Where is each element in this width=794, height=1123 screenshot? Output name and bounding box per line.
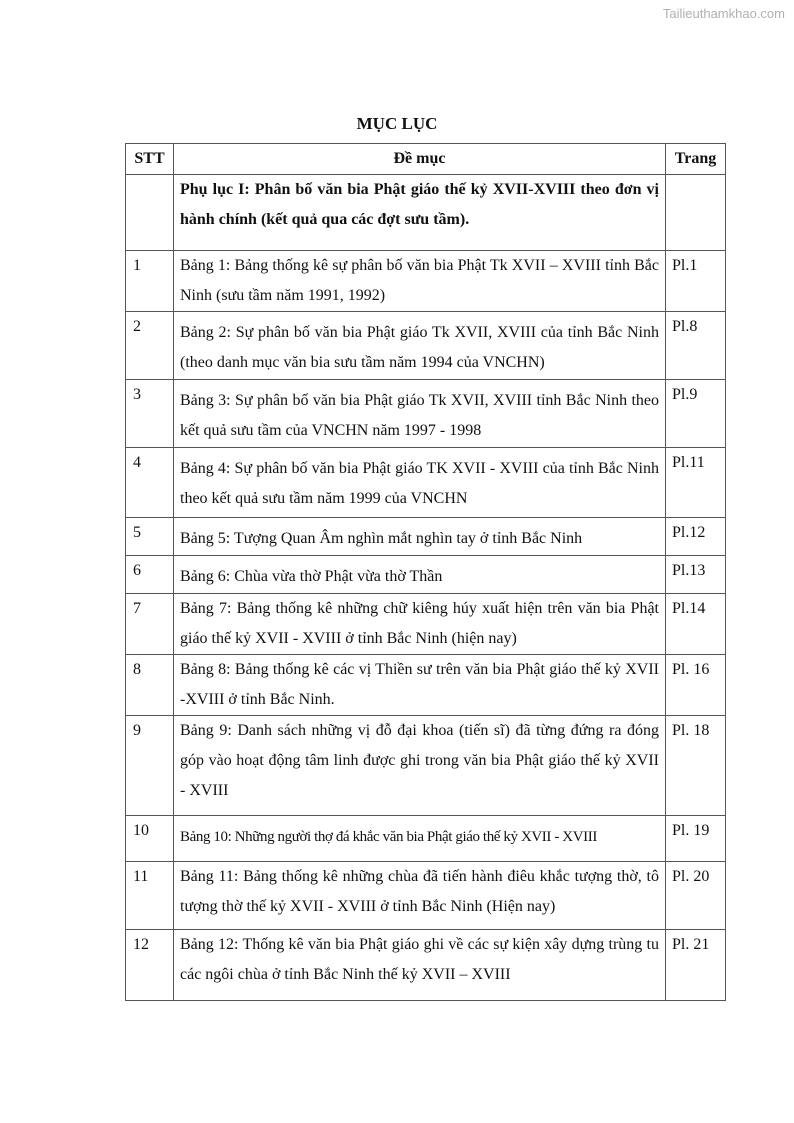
row-number: 2: [126, 312, 174, 380]
row-title: Bảng 4: Sự phân bố văn bia Phật giáo TK XVII - XVIII của tỉnh Bắc Ninh theo kết quả sưu tầm năm 1999 của VNCHN: [174, 448, 666, 518]
table-row: [126, 862, 726, 930]
row-page: Pl. 16: [666, 655, 726, 716]
table-row: [126, 816, 726, 862]
row-number: 9: [126, 716, 174, 816]
row-page: Pl.1: [666, 251, 726, 312]
table-row: [126, 556, 726, 594]
row-number: 4: [126, 448, 174, 518]
row-number: 7: [126, 594, 174, 655]
table-row: [126, 251, 726, 312]
header-trang: Trang: [666, 144, 726, 175]
table-row: [126, 655, 726, 716]
section-title: Phụ lục I: Phân bố văn bia Phật giáo thế kỷ XVII-XVIII theo đơn vị hành chính (kết quả qua các đợt sưu tầm).: [174, 175, 666, 251]
table-header: [126, 144, 726, 175]
row-title: Bảng 6: Chùa vừa thờ Phật vừa thờ Thần: [174, 556, 666, 594]
header-de-muc: Đề mục: [174, 144, 666, 175]
row-number: 11: [126, 862, 174, 930]
toc-table: [125, 143, 726, 1001]
row-number: 8: [126, 655, 174, 716]
row-title: Bảng 3: Sự phân bố văn bia Phật giáo Tk XVII, XVIII tỉnh Bắc Ninh theo kết quả sưu tầm của VNCHN năm 1997 - 1998: [174, 380, 666, 448]
row-title: Bảng 11: Bảng thống kê những chùa đã tiến hành điêu khắc tượng thờ, tô tượng thờ thế kỷ XVII - XVIII ở tỉnh Bắc Ninh (Hiện nay): [174, 862, 666, 930]
row-number: 10: [126, 816, 174, 862]
header-stt: STT: [126, 144, 174, 175]
row-title: Bảng 7: Bảng thống kê những chữ kiêng húy xuất hiện trên văn bia Phật giáo thế kỷ XVII - XVIII ở tỉnh Bắc Ninh (hiện nay): [174, 594, 666, 655]
row-title: Bảng 12: Thống kê văn bia Phật giáo ghi về các sự kiện xây dựng trùng tu các ngôi chùa ở tỉnh Bắc Ninh thế kỷ XVII – XVIII: [174, 930, 666, 1001]
row-page: Pl. 18: [666, 716, 726, 816]
row-page: Pl.13: [666, 556, 726, 594]
row-number: 5: [126, 518, 174, 556]
row-number: 6: [126, 556, 174, 594]
table-row: [126, 448, 726, 518]
row-number: 12: [126, 930, 174, 1001]
table-row: [126, 716, 726, 816]
row-title: Bảng 8: Bảng thống kê các vị Thiền sư trên văn bia Phật giáo thế kỷ XVII -XVIII ở tỉnh Bắc Ninh.: [174, 655, 666, 716]
section-row: [126, 175, 726, 251]
row-page: Pl.11: [666, 448, 726, 518]
row-title: Bảng 10: Những người thợ đá khắc văn bia Phật giáo thế kỷ XVII - XVIII: [174, 816, 666, 862]
row-title: Bảng 9: Danh sách những vị đỗ đại khoa (tiến sĩ) đã từng đứng ra đóng góp vào hoạt động tâm linh được ghi trong văn bia Phật giáo thế kỷ XVII - XVIII: [174, 716, 666, 816]
row-title: Bảng 1: Bảng thống kê sự phân bố văn bia Phật Tk XVII – XVIII tỉnh Bắc Ninh (sưu tầm năm 1991, 1992): [174, 251, 666, 312]
row-number: 1: [126, 251, 174, 312]
row-page: Pl. 21: [666, 930, 726, 1001]
row-title: Bảng 2: Sự phân bố văn bia Phật giáo Tk XVII, XVIII của tỉnh Bắc Ninh (theo danh mục văn bia sưu tầm năm 1994 của VNCHN): [174, 312, 666, 380]
table-row: [126, 518, 726, 556]
row-page: Pl. 20: [666, 862, 726, 930]
table-row: [126, 380, 726, 448]
page-title: MỤC LỤC: [356, 114, 438, 133]
row-page: Pl. 19: [666, 816, 726, 862]
row-title: Bảng 5: Tượng Quan Âm nghìn mắt nghìn tay ở tỉnh Bắc Ninh: [174, 518, 666, 556]
row-page: Pl.14: [666, 594, 726, 655]
row-page: Pl.9: [666, 380, 726, 448]
row-number: 3: [126, 380, 174, 448]
row-page: Pl.8: [666, 312, 726, 380]
watermark: Tailieuthamkhao.com: [662, 6, 785, 21]
table-row: [126, 312, 726, 380]
table-row: [126, 594, 726, 655]
row-page: Pl.12: [666, 518, 726, 556]
table-row: [126, 930, 726, 1001]
